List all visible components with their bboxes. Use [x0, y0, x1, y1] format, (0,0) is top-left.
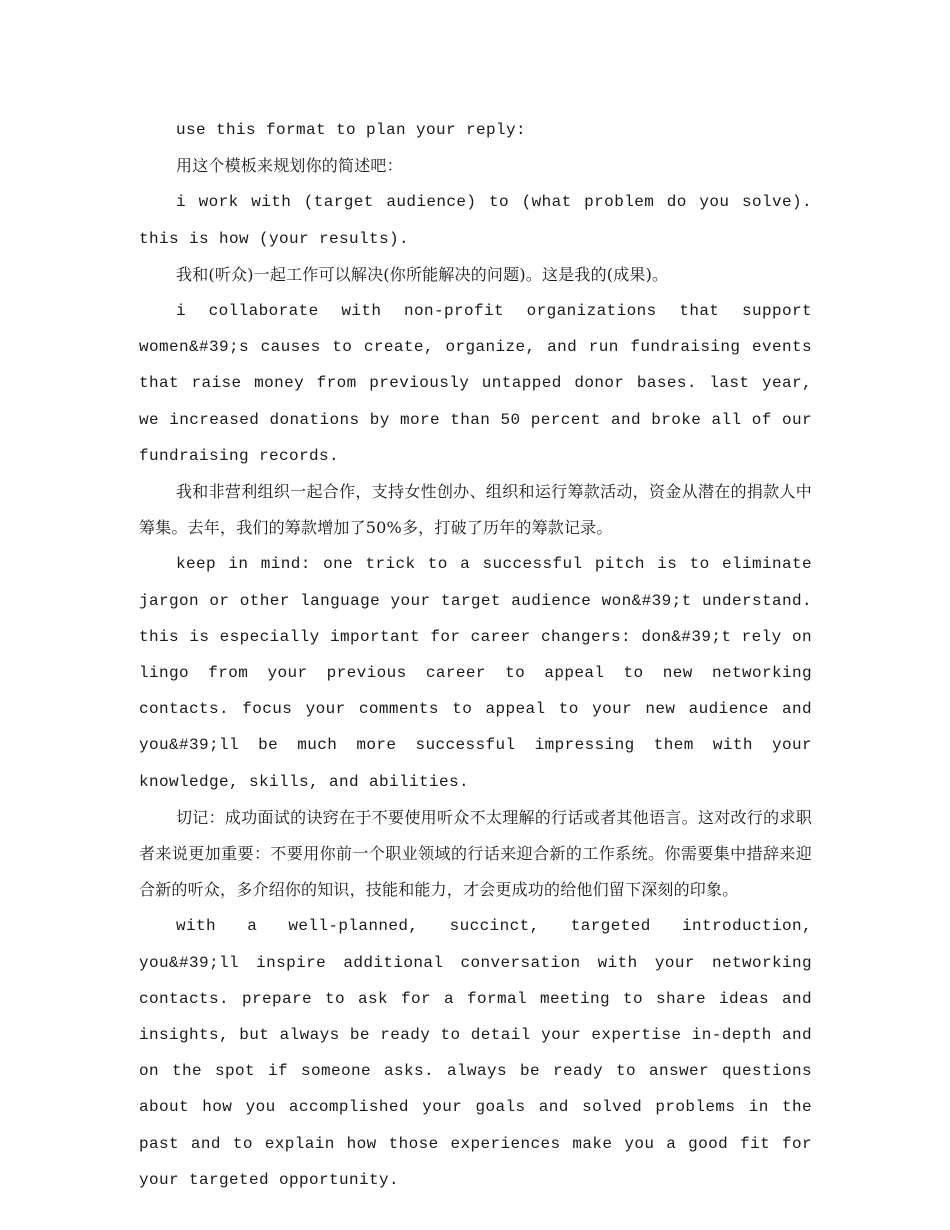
document-page — [139, 112, 812, 1198]
paragraph-keep-in-mind: keep in mind: one trick to a successful pitch is to eliminate jargon or other language your target audience won&#39;t understand. this is especially important for career changers: don&#39;t rely on lingo from your previous career to appeal to new networking contacts. focus your comments to appeal to your new audience and you&#39;ll be much more successful impressing them with your knowledge, skills, and abilities. — [139, 555, 812, 791]
paragraph-keep-in-mind-zh: 切记：成功面试的诀窍在于不要使用听众不太理解的行话或者其他语言。这对改行的求职者来说更加重要：不要用你前一个职业领域的行话来迎合新的工作系统。你需要集中措辞来迎合新的听众，多介绍你的知识，技能和能力，才会更成功的给他们留下深刻的印象。 — [139, 807, 812, 900]
paragraph-example: i collaborate with non-profit organizations that support women&#39;s causes to create, organize, and run fundraising events that raise money from previously untapped donor bases. last year, we increased donations by more than 50 percent and broke all of our fundraising records. — [139, 302, 812, 465]
paragraph-format-intro: use this format to plan your reply: — [176, 121, 527, 139]
paragraph-template: i work with (target audience) to (what problem do you solve). this is how (your results). — [139, 193, 812, 248]
paragraph-format-intro-zh: 用这个模板来规划你的简述吧： — [176, 156, 403, 176]
paragraph-conclusion: with a well-planned, succinct, targeted introduction, you&#39;ll inspire additional conversation with your networking contacts. prepare to ask for a formal meeting to share ideas and insights, but always be ready to detail your expertise in-depth and on the spot if someone asks. always be ready to answer questions about how you accomplished your goals and solved problems in the past and to explain how those experiences make you a good fit for your targeted opportunity. — [139, 917, 812, 1189]
paragraph-example-zh: 我和非营利组织一起合作，支持女性创办、组织和运行筹款活动，资金从潜在的捐款人中筹集。去年，我们的筹款增加了50%多，打破了历年的筹款记录。 — [139, 482, 812, 538]
paragraph-template-zh: 我和(听众)一起工作可以解决(你所能解决的问题)。这是我的(成果)。 — [176, 264, 669, 284]
